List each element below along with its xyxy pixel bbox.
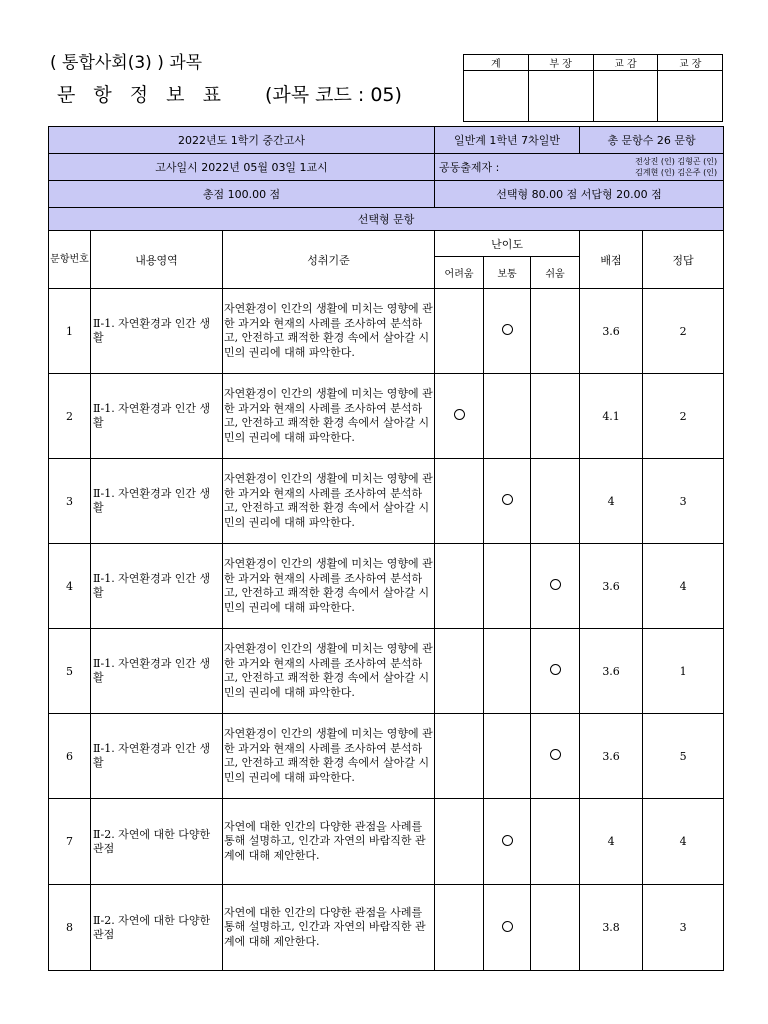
section-title: 선택형 문항 [49, 208, 724, 231]
exam-date: 고사일시 2022년 05월 03일 1교시 [49, 154, 435, 181]
difficulty-hard-cell [435, 544, 484, 629]
content-area: Ⅱ-1. 자연환경과 인간 생활 [91, 374, 223, 459]
col-difficulty-header: 난이도 [435, 231, 580, 257]
difficulty-mark-icon [502, 921, 513, 932]
points-value: 3.6 [580, 629, 643, 714]
achievement-standard: 자연환경이 인간의 생활에 미치는 영향에 관한 과거와 현재의 사례를 조사하여 분석하고, 안전하고 쾌적한 환경 속에서 살아갈 시민의 권리에 대해 파악한다. [223, 459, 435, 544]
answer-value: 2 [643, 374, 724, 459]
total-items: 총 문항수 26 문항 [580, 127, 724, 154]
difficulty-mark-icon [502, 835, 513, 846]
difficulty-mark-icon [550, 749, 561, 760]
difficulty-easy-cell [531, 289, 580, 374]
difficulty-hard-cell [435, 629, 484, 714]
difficulty-hard-cell [435, 374, 484, 459]
item-number: 1 [49, 289, 91, 374]
col-hard-header: 어려움 [435, 257, 484, 289]
approval-sign-cell [528, 71, 593, 122]
item-number: 7 [49, 799, 91, 885]
col-points-header: 배점 [580, 231, 643, 289]
item-number: 5 [49, 629, 91, 714]
report-title: 문 항 정 보 표 [57, 84, 227, 106]
total-score: 총점 100.00 점 [49, 181, 435, 208]
achievement-standard: 자연에 대한 인간의 다양한 관점을 사례를 통해 설명하고, 인간과 자연의 바람직한 관계에 대해 제안한다. [223, 799, 435, 885]
subject-title: ( 통합사회(3) ) 과목 [50, 53, 203, 73]
item-number: 2 [49, 374, 91, 459]
difficulty-hard-cell [435, 714, 484, 799]
difficulty-hard-cell [435, 885, 484, 971]
item-info-table [48, 126, 724, 971]
approval-sign-cell [464, 71, 529, 122]
difficulty-hard-cell [435, 289, 484, 374]
points-value: 4 [580, 799, 643, 885]
col-normal-header: 보통 [484, 257, 531, 289]
content-area: Ⅱ-1. 자연환경과 인간 생활 [91, 629, 223, 714]
col-achievement-header: 성취기준 [223, 231, 435, 289]
difficulty-normal-cell [484, 885, 531, 971]
difficulty-easy-cell [531, 629, 580, 714]
difficulty-mark-icon [550, 664, 561, 675]
points-value: 3.6 [580, 544, 643, 629]
difficulty-normal-cell [484, 289, 531, 374]
approval-label: 교 장 [658, 55, 723, 71]
difficulty-easy-cell [531, 374, 580, 459]
difficulty-easy-cell [531, 544, 580, 629]
points-value: 3.6 [580, 289, 643, 374]
difficulty-easy-cell [531, 459, 580, 544]
achievement-standard: 자연환경이 인간의 생활에 미치는 영향에 관한 과거와 현재의 사례를 조사하여 분석하고, 안전하고 쾌적한 환경 속에서 살아갈 시민의 권리에 대해 파악한다. [223, 289, 435, 374]
content-area: Ⅱ-1. 자연환경과 인간 생활 [91, 459, 223, 544]
co-authors-cell [435, 154, 724, 181]
difficulty-hard-cell [435, 459, 484, 544]
table-row [49, 714, 724, 799]
answer-value: 4 [643, 544, 724, 629]
approval-label: 계 [464, 55, 529, 71]
points-value: 3.6 [580, 714, 643, 799]
approval-sign-cell [593, 71, 658, 122]
answer-value: 1 [643, 629, 724, 714]
co-authors-line1: 전상진 (인) 김형곤 (인) [635, 157, 718, 166]
item-number: 4 [49, 544, 91, 629]
achievement-standard: 자연환경이 인간의 생활에 미치는 영향에 관한 과거와 현재의 사례를 조사하여 분석하고, 안전하고 쾌적한 환경 속에서 살아갈 시민의 권리에 대해 파악한다. [223, 544, 435, 629]
difficulty-easy-cell [531, 885, 580, 971]
item-number: 3 [49, 459, 91, 544]
content-area: Ⅱ-2. 자연에 대한 다양한 관점 [91, 885, 223, 971]
difficulty-easy-cell [531, 799, 580, 885]
table-row [49, 289, 724, 374]
answer-value: 3 [643, 459, 724, 544]
content-area: Ⅱ-1. 자연환경과 인간 생활 [91, 544, 223, 629]
col-answer-header: 정답 [643, 231, 724, 289]
difficulty-mark-icon [502, 324, 513, 335]
difficulty-hard-cell [435, 799, 484, 885]
co-author-names [635, 156, 723, 178]
table-row [49, 629, 724, 714]
col-num-header: 문항번호 [49, 231, 91, 289]
achievement-standard: 자연환경이 인간의 생활에 미치는 영향에 관한 과거와 현재의 사례를 조사하여 분석하고, 안전하고 쾌적한 환경 속에서 살아갈 시민의 권리에 대해 파악한다. [223, 374, 435, 459]
achievement-standard: 자연환경이 인간의 생활에 미치는 영향에 관한 과거와 현재의 사례를 조사하여 분석하고, 안전하고 쾌적한 환경 속에서 살아갈 시민의 권리에 대해 파악한다. [223, 714, 435, 799]
table-row [49, 799, 724, 885]
points-value: 4 [580, 459, 643, 544]
answer-value: 2 [643, 289, 724, 374]
difficulty-normal-cell [484, 629, 531, 714]
subject-code: (과목 코드 : 05) [265, 84, 402, 106]
difficulty-mark-icon [502, 494, 513, 505]
class-name: 일반계 1학년 7차일반 [435, 127, 580, 154]
table-row [49, 544, 724, 629]
approval-sign-cell [658, 71, 723, 122]
exam-name: 2022년도 1학기 중간고사 [49, 127, 435, 154]
table-row [49, 459, 724, 544]
content-area: Ⅱ-1. 자연환경과 인간 생활 [91, 714, 223, 799]
table-row [49, 885, 724, 971]
col-area-header: 내용영역 [91, 231, 223, 289]
points-value: 3.8 [580, 885, 643, 971]
answer-value: 5 [643, 714, 724, 799]
difficulty-normal-cell [484, 459, 531, 544]
score-split: 선택형 80.00 점 서답형 20.00 점 [435, 181, 724, 208]
table-row [49, 374, 724, 459]
item-number: 6 [49, 714, 91, 799]
approval-box [463, 54, 723, 122]
content-area: Ⅱ-2. 자연에 대한 다양한 관점 [91, 799, 223, 885]
achievement-standard: 자연에 대한 인간의 다양한 관점을 사례를 통해 설명하고, 인간과 자연의 바람직한 관계에 대해 제안한다. [223, 885, 435, 971]
approval-label: 교 감 [593, 55, 658, 71]
approval-label: 부 장 [528, 55, 593, 71]
points-value: 4.1 [580, 374, 643, 459]
co-authors-line2: 김계현 (인) 김은주 (인) [635, 168, 718, 177]
difficulty-normal-cell [484, 544, 531, 629]
content-area: Ⅱ-1. 자연환경과 인간 생활 [91, 289, 223, 374]
difficulty-easy-cell [531, 714, 580, 799]
co-author-label: 공동출제자 : [439, 161, 500, 174]
difficulty-mark-icon [454, 409, 465, 420]
answer-value: 4 [643, 799, 724, 885]
achievement-standard: 자연환경이 인간의 생활에 미치는 영향에 관한 과거와 현재의 사례를 조사하여 분석하고, 안전하고 쾌적한 환경 속에서 살아갈 시민의 권리에 대해 파악한다. [223, 629, 435, 714]
difficulty-mark-icon [550, 579, 561, 590]
difficulty-normal-cell [484, 374, 531, 459]
answer-value: 3 [643, 885, 724, 971]
difficulty-normal-cell [484, 799, 531, 885]
col-easy-header: 쉬움 [531, 257, 580, 289]
difficulty-normal-cell [484, 714, 531, 799]
item-number: 8 [49, 885, 91, 971]
